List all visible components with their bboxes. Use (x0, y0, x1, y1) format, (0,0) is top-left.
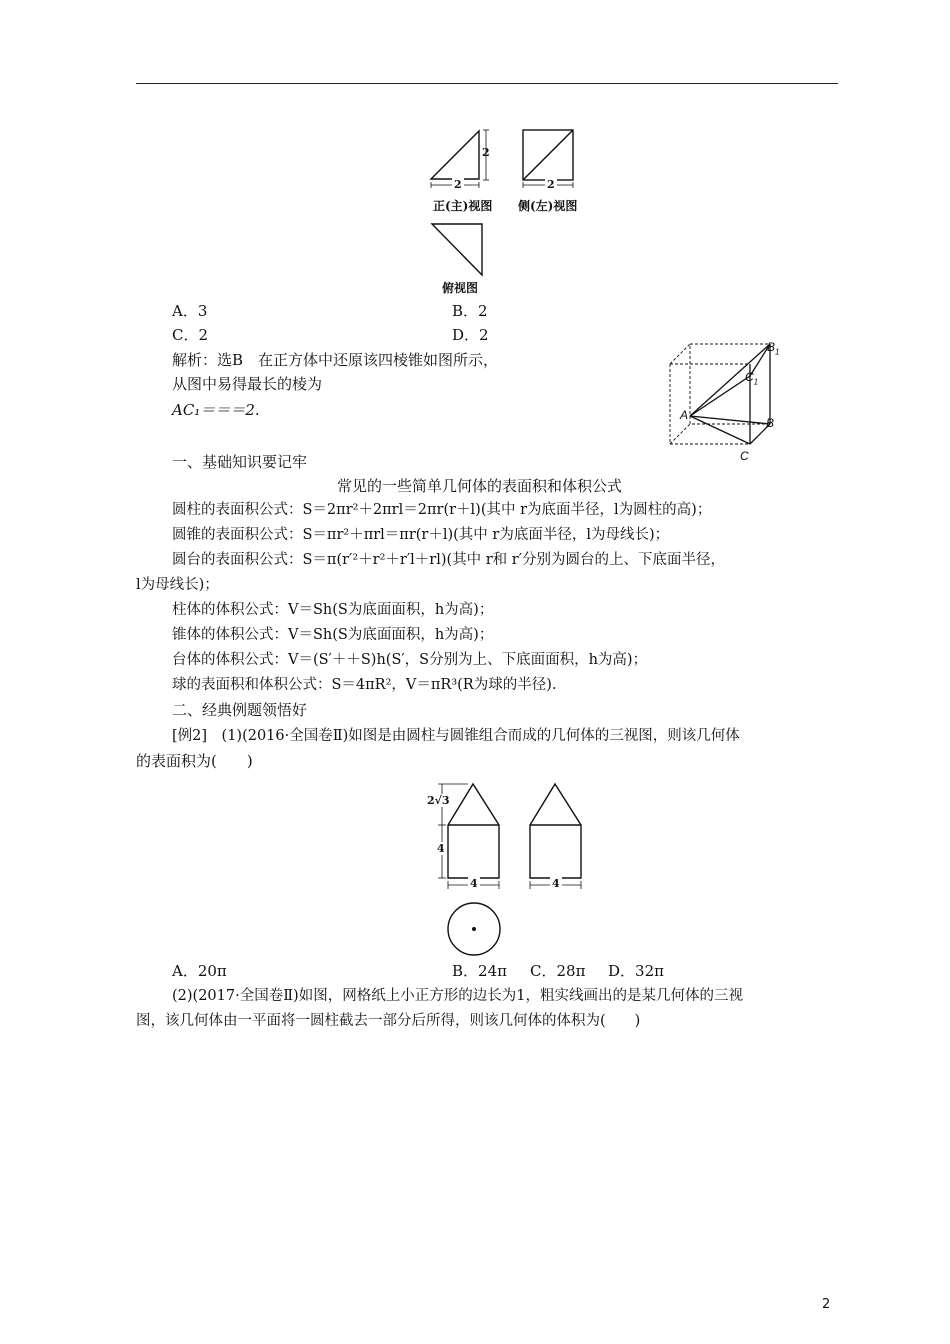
option2-c: C．28π (530, 962, 586, 980)
formula-cone: 圆锥的表面积公式：S＝πr²＋πrl＝πr(r＋l)(其中 r为底面半径，l为母线长)； (172, 527, 670, 543)
section1-heading: 一、基础知识要记牢 (172, 453, 308, 471)
dim-cylinder-height: 4 (437, 842, 445, 855)
option2-a: A．20π (172, 962, 227, 980)
front-view-house (448, 784, 499, 878)
header-rule (136, 83, 838, 84)
front-view-label: 正(主)视图 (433, 199, 493, 213)
section1-subtitle: 常见的一些简单几何体的表面积和体积公式 (337, 477, 623, 495)
side-view-label: 侧(左)视图 (518, 199, 578, 213)
example2-part2: (2)(2017·全国卷Ⅱ)如图，网格纸上小正方形的边长为1，粗实线画出的是某几何体的三视 (172, 988, 743, 1004)
solution-line3: AC₁＝＝＝2. (172, 401, 260, 419)
cylinder-cone-views (420, 775, 620, 960)
page-number: 2 (822, 1297, 831, 1312)
solution-line1: 解析：选B 在正方体中还原该四棱锥如图所示， (172, 351, 499, 369)
front-view-dim-h: 2 (454, 178, 462, 191)
example2-part2-cont: 图，该几何体由一平面将一圆柱截去一部分后所得，则该几何体的体积为( ) (136, 1013, 641, 1029)
front-view-dim-v: 2 (482, 146, 490, 159)
example2-part1: [例2] (1)(2016·全国卷Ⅱ)如图是由圆柱与圆锥组合而成的几何体的三视图，则该几何体 (172, 728, 740, 744)
front-view-shape (431, 131, 479, 179)
formula-cylinder: 圆柱的表面积公式：S＝2πr²＋2πrl＝2πr(r＋l)(其中 r为底面半径，l为圆柱的高)； (172, 502, 712, 518)
formula-prism-volume: 柱体的体积公式：V＝Sh(S为底面面积，h为高)； (172, 602, 494, 618)
cube-label-b1: $B_1$ (767, 340, 780, 357)
formula-frustum-volume: 台体的体积公式：V＝(S′＋＋S)h(S′，S分别为上、下底面面积，h为高)； (172, 652, 648, 668)
option-d: D．2 (452, 326, 489, 344)
option2-d: D．32π (608, 962, 664, 980)
top-view-label: 俯视图 (442, 281, 479, 295)
side-view-dim-h: 2 (547, 178, 555, 191)
option-a: A．3 (172, 302, 208, 320)
side-view-house (530, 784, 581, 878)
section2-heading: 二、经典例题领悟好 (172, 701, 308, 719)
dim-side-width: 4 (552, 877, 560, 890)
cube-label-c: C (740, 449, 749, 463)
option-c: C．2 (172, 326, 209, 344)
dim-front-width: 4 (470, 877, 478, 890)
solution-line2: 从图中易得最长的棱为 (172, 375, 323, 393)
formula-sphere: 球的表面积和体积公式：S＝4πR²，V＝πR³(R为球的半径). (172, 677, 557, 693)
cube-label-a: A (680, 408, 689, 422)
option-b: B．2 (452, 302, 488, 320)
example2-part1-cont: 的表面积为( ) (136, 752, 253, 770)
formula-frustum-cont: l为母线长)； (136, 577, 219, 593)
top-view-shape (432, 224, 482, 275)
cube-label-c1: $C_1$ (745, 370, 759, 387)
formula-pyramid-volume: 锥体的体积公式：V＝Sh(S为底面面积，h为高)； (172, 627, 494, 643)
dim-cone-height: 2√3 (427, 794, 450, 807)
option2-b: B．24π (452, 962, 507, 980)
formula-frustum: 圆台的表面积公式：S＝π(r′²＋r²＋r′l＋rl)(其中 r和 r′分别为圆台的上、下底面半径， (172, 552, 726, 568)
cube-label-b: B (766, 416, 775, 430)
